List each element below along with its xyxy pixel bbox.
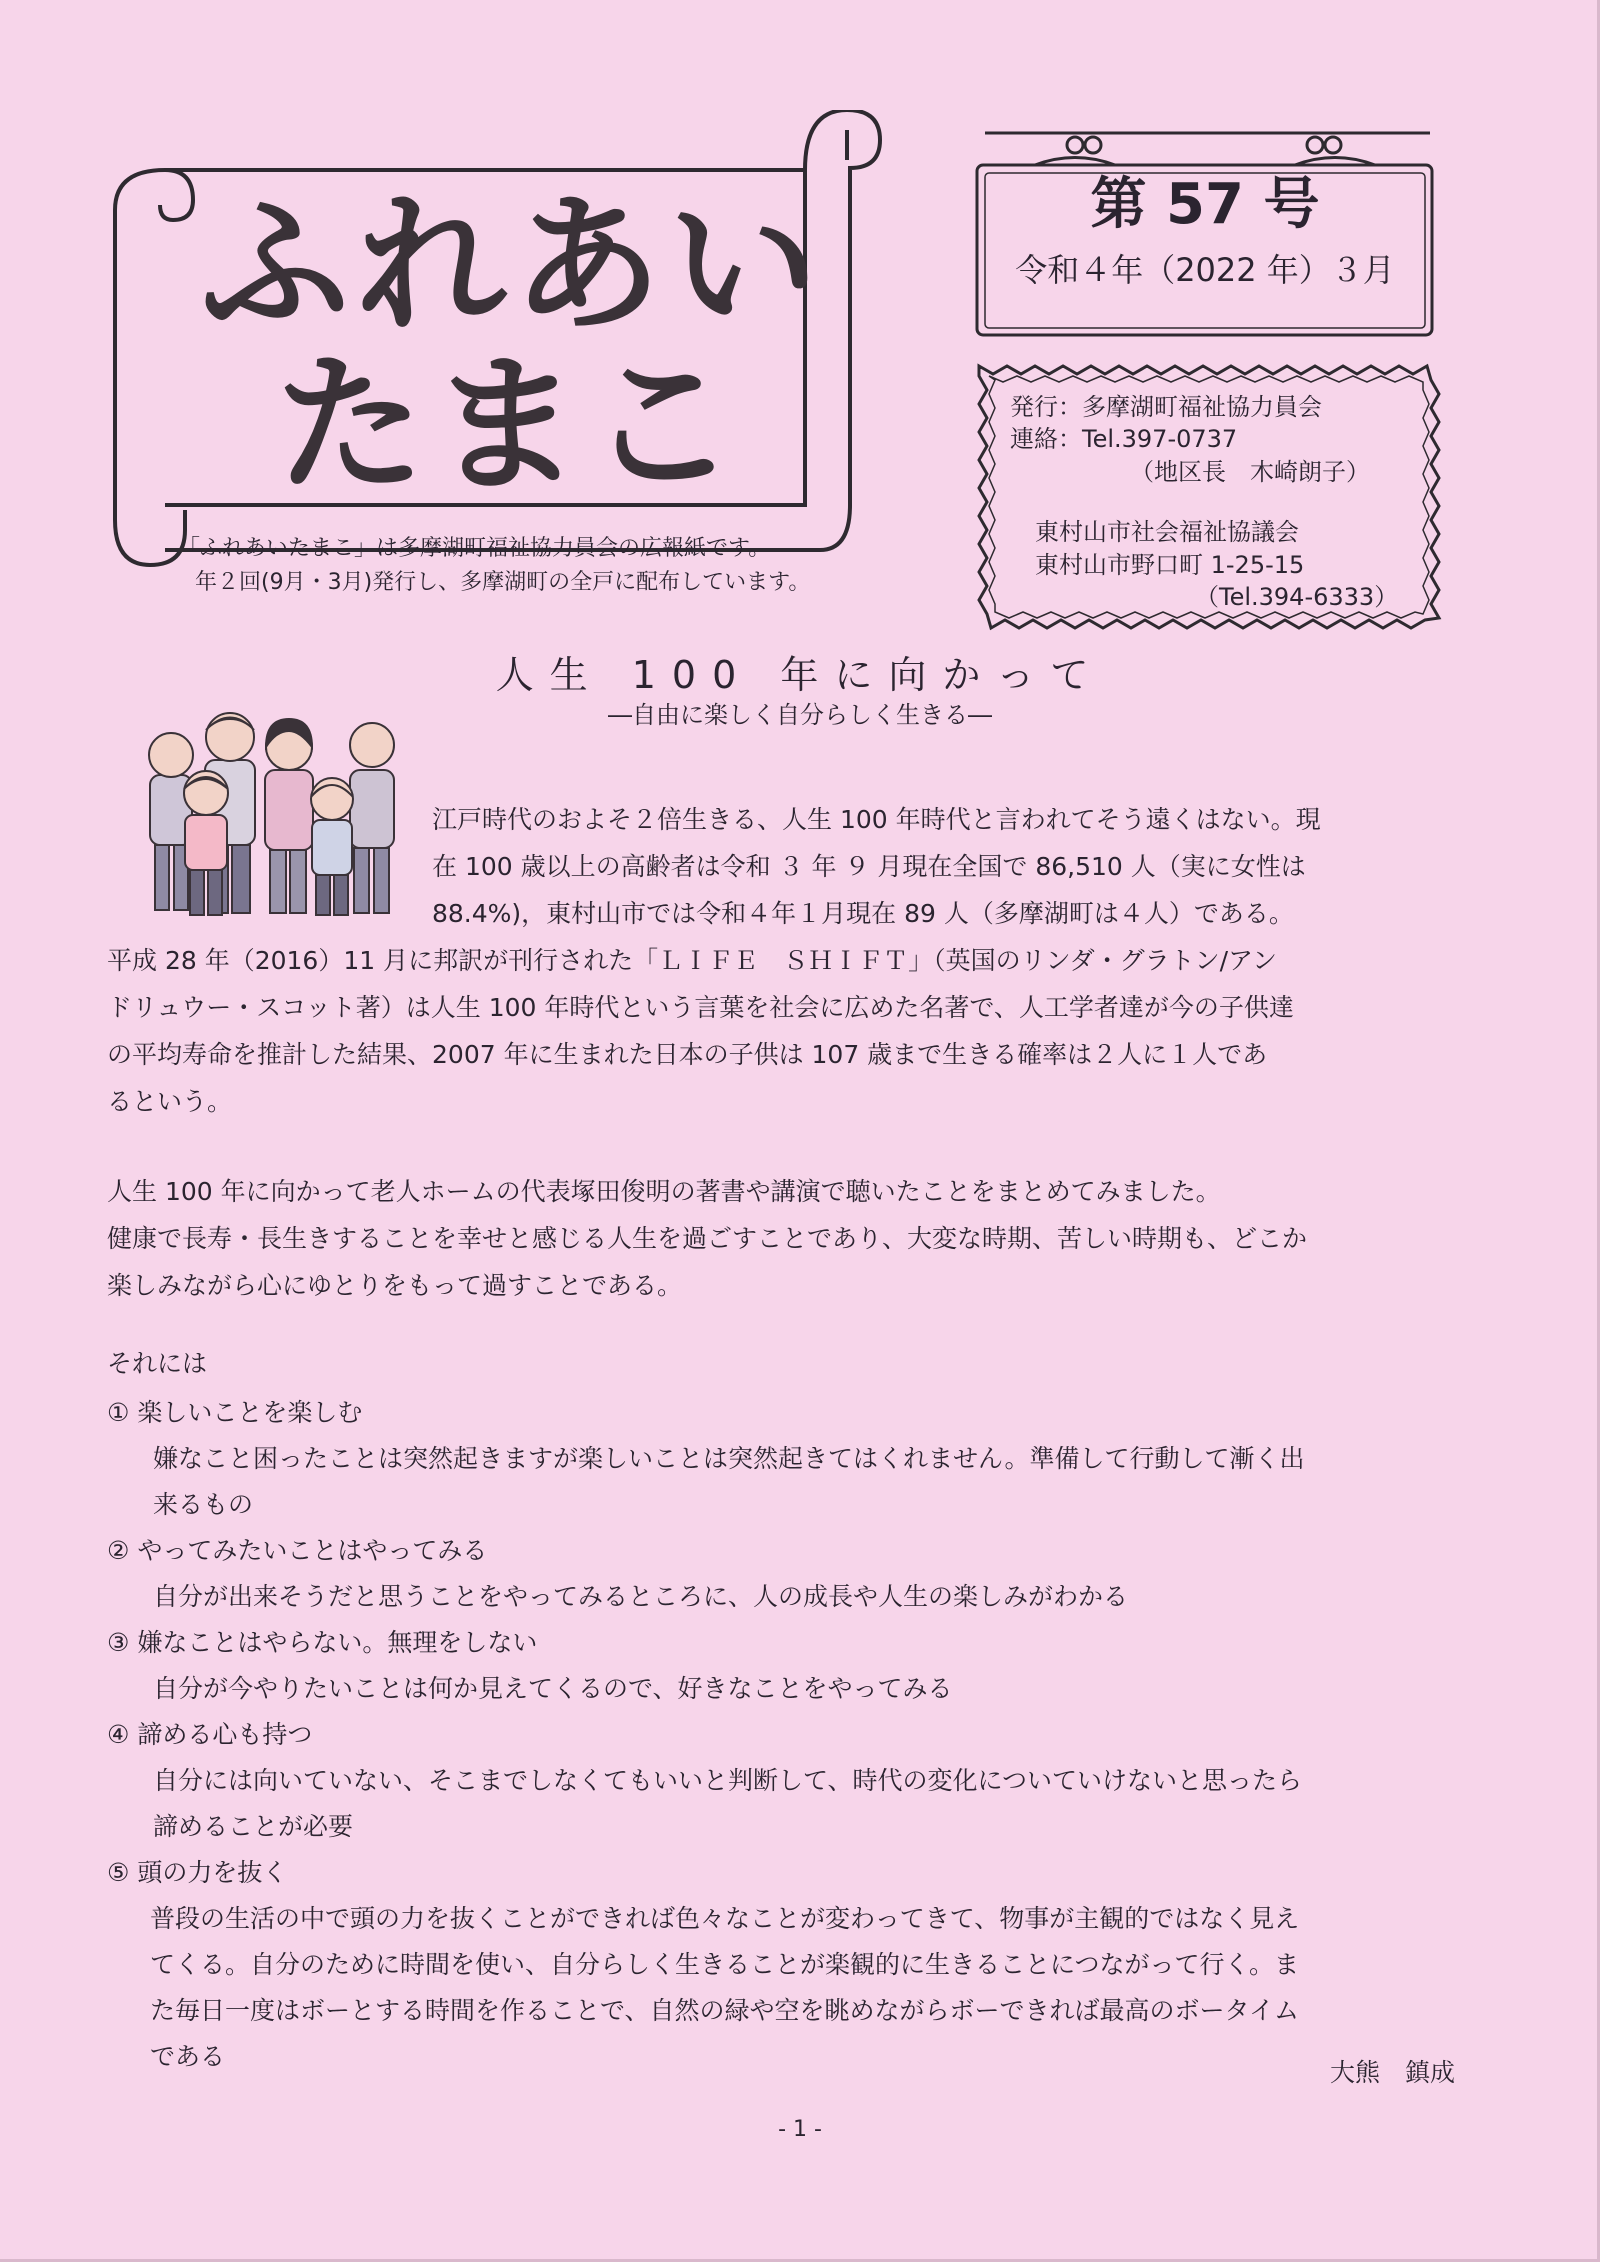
intro-line: ドリュウー・スコット著）は人生 100 年時代という言葉を社会に広めた名著で、人工学者達が今の子供達 bbox=[107, 993, 1294, 1022]
body-line: 人生 100 年に向かって老人ホームの代表塚田俊明の著書や講演で聴いたことをまとめてみました。 bbox=[107, 1177, 1221, 1206]
publisher-address: 東村山市野口町 1-25-15 bbox=[1035, 551, 1305, 579]
page-number: - 1 - bbox=[778, 2117, 822, 2142]
point-heading: ② やってみたいことはやってみる bbox=[107, 1536, 488, 1565]
publisher-contact: 連絡：Tel.397-0737 bbox=[1010, 425, 1238, 453]
point-body-line: 自分には向いていない、そこまでしなくてもいいと判断して、時代の変化についていけないと思ったら bbox=[153, 1766, 1303, 1795]
article-author: 大熊 鎮成 bbox=[1329, 2058, 1455, 2087]
intro-line: 江戸時代のおよそ２倍生きる、人生 100 年時代と言われてそう遠くはない。現 bbox=[432, 805, 1321, 834]
publisher-box bbox=[975, 362, 1445, 634]
body-line: 健康で長寿・長生きすることを幸せと感じる人生を過ごすことであり、大変な時期、苦しい時期も、どこか bbox=[107, 1224, 1308, 1253]
family-illustration bbox=[140, 705, 420, 920]
point-body-line: 嫌なこと困ったことは突然起きますが楽しいことは突然起きてはくれません。準備して行動して漸く出 bbox=[153, 1444, 1305, 1473]
intro-line: 在 100 歳以上の高齢者は令和 ３ 年 ９ 月現在全国で 86,510 人（実に女性は bbox=[432, 852, 1306, 881]
point-body-line: た毎日一度はボーとする時間を作ることで、自然の緑や空を眺めながらボーできれば最高のボータイム bbox=[150, 1996, 1300, 2025]
point-body-line: である bbox=[150, 2042, 226, 2071]
masthead-scroll bbox=[105, 110, 885, 570]
masthead-caption-line1: 「ふれあいたまこ」は多摩湖町福祉協力員会の広報紙です。 bbox=[178, 536, 771, 561]
list-lead: それには bbox=[107, 1349, 208, 1378]
point-body-line: 来るもの bbox=[153, 1490, 254, 1519]
point-heading: ① 楽しいことを楽しむ bbox=[107, 1398, 363, 1427]
family-drawing bbox=[140, 705, 420, 920]
publisher-contact-person: （地区長 木崎朗子） bbox=[1130, 458, 1370, 486]
intro-line: るという。 bbox=[107, 1087, 233, 1116]
issue-date: 令和４年（2022 年）３月 bbox=[1015, 251, 1395, 289]
publisher-council-tel: （Tel.394-6333） bbox=[1195, 583, 1399, 611]
article-subtitle: ―自由に楽しく自分らしく生きる― bbox=[608, 701, 992, 729]
masthead-title-line2: たまこ bbox=[275, 337, 744, 513]
point-body-line: 諦めることが必要 bbox=[153, 1812, 354, 1841]
point-body-line: 普段の生活の中で頭の力を抜くことができれば色々なことが変わってきて、物事が主観的ではなく見え bbox=[150, 1904, 1300, 1933]
article-title: 人生 100 年に向かって bbox=[495, 653, 1105, 697]
intro-line: 平成 28 年（2016）11 月に邦訳が刊行された「ＬＩＦＥ ＳＨＩＦＴ」（英国のリンダ・グラトン/アン bbox=[107, 946, 1278, 975]
masthead-caption-line2: 年２回(9月・3月)発行し、多摩湖町の全戸に配布しています。 bbox=[195, 570, 811, 595]
issue-number: 第 57 号 bbox=[1090, 172, 1320, 237]
publisher-issuer: 発行：多摩湖町福祉協力員会 bbox=[1010, 393, 1322, 421]
publisher-council: 東村山市社会福祉協議会 bbox=[1035, 518, 1299, 546]
point-body-line: 自分が今やりたいことは何か見えてくるので、好きなことをやってみる bbox=[153, 1674, 953, 1703]
intro-line: 88.4%)，東村山市では令和４年１月現在 89 人（多摩湖町は４人）である。 bbox=[432, 899, 1294, 928]
body-line: 楽しみながら心にゆとりをもって過すことである。 bbox=[107, 1271, 683, 1300]
point-body-line: 自分が出来そうだと思うことをやってみるところに、人の成長や人生の楽しみがわかる bbox=[153, 1582, 1129, 1611]
masthead-title-line1: ふれあい bbox=[200, 177, 825, 353]
point-heading: ④ 諦める心も持つ bbox=[107, 1720, 313, 1749]
point-heading: ⑤ 頭の力を抜く bbox=[107, 1858, 288, 1887]
intro-line: の平均寿命を推計した結果、2007 年に生まれた日本の子供は 107 歳まで生きる確率は２人に１人であ bbox=[107, 1040, 1268, 1069]
point-body-line: てくる。自分のために時間を使い、自分らしく生きることが楽観的に生きることにつながって行く。ま bbox=[150, 1950, 1300, 1979]
issue-box bbox=[975, 125, 1435, 340]
point-heading: ③ 嫌なことはやらない。無理をしない bbox=[107, 1628, 538, 1657]
